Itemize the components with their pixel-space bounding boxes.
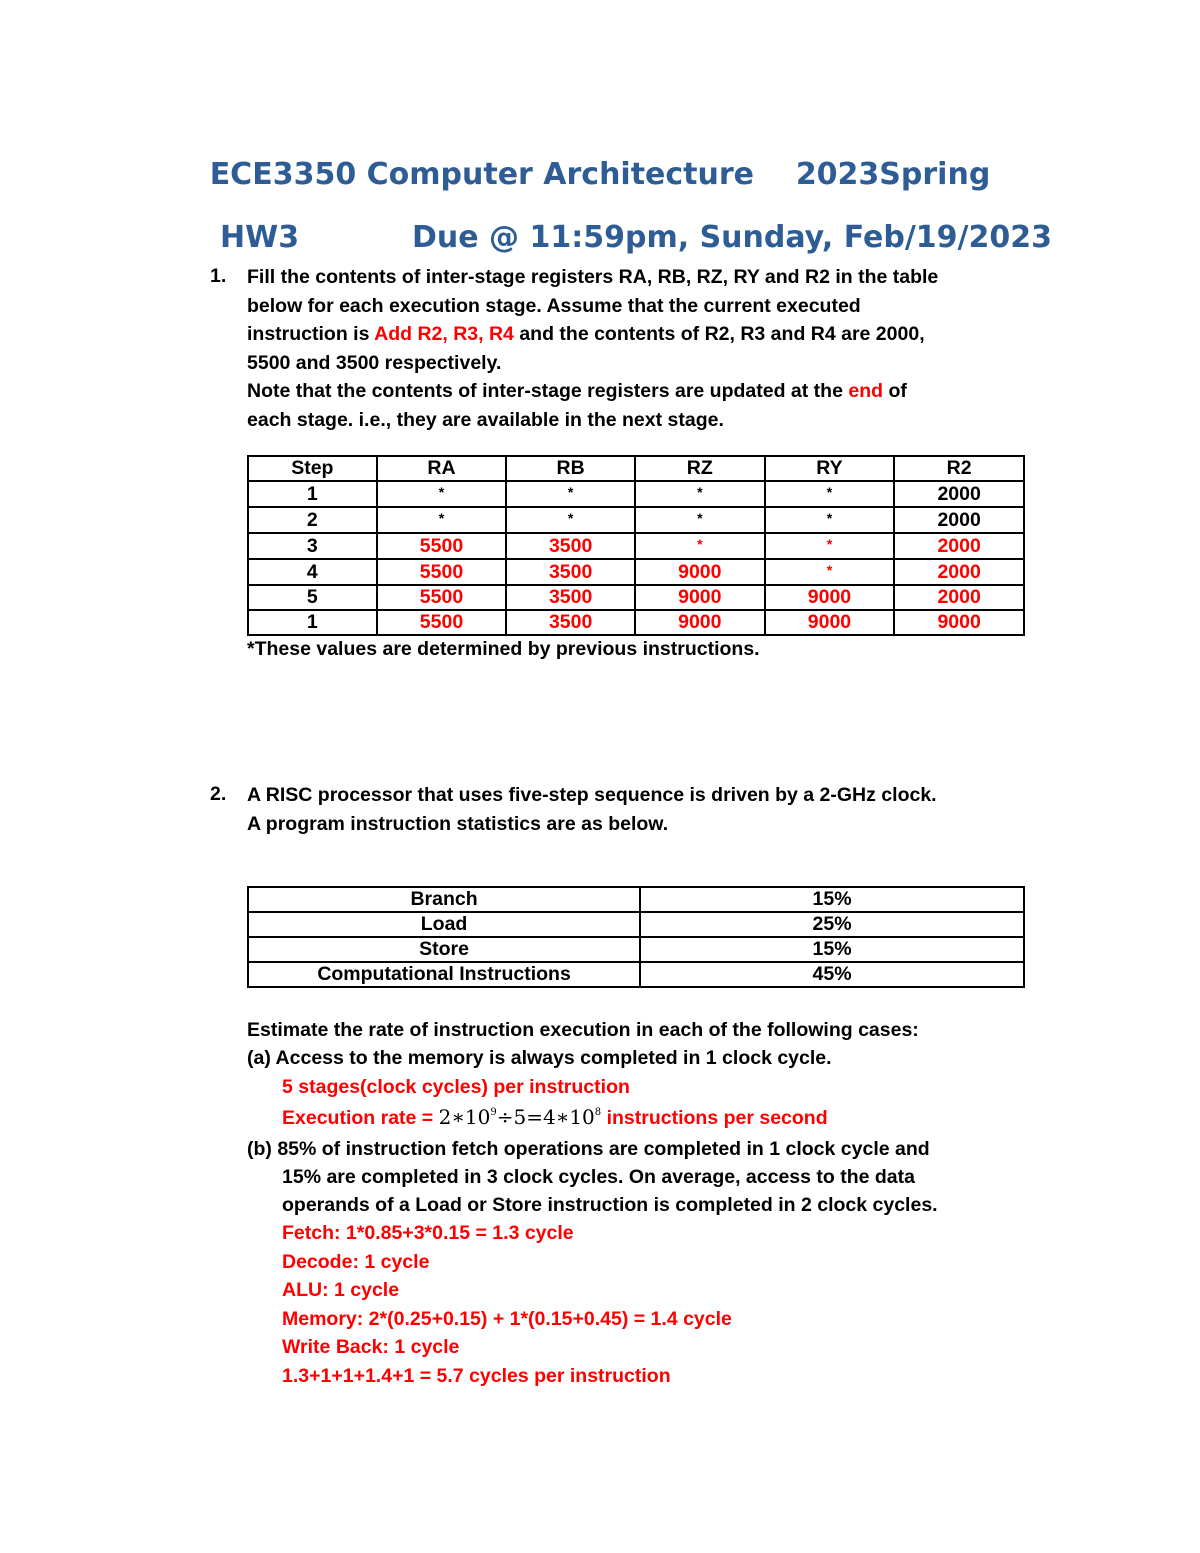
table-header-cell: RY xyxy=(765,456,895,481)
table-row xyxy=(248,533,1024,559)
table-footnote: *These values are determined by previous instructions. xyxy=(247,638,760,660)
hw-label: HW3 xyxy=(220,220,300,255)
stats-row xyxy=(248,962,1024,987)
part-a-text: Access to the memory is always completed in 1 clock cycle. xyxy=(275,1047,832,1069)
table-cell: 5500 xyxy=(377,610,507,635)
q1-text-span: Note that the contents of inter-stage registers are updated at the xyxy=(247,380,849,403)
table-row xyxy=(248,481,1024,507)
table-cell: * xyxy=(635,481,765,507)
table-cell: 5500 xyxy=(377,533,507,559)
q1-text xyxy=(247,263,1037,435)
table-cell: 2000 xyxy=(894,585,1024,610)
part-b xyxy=(247,1138,930,1161)
q1-line: each stage. i.e., they are available in the next stage. xyxy=(247,408,724,431)
table-cell: 2000 xyxy=(894,559,1024,585)
table-cell: * xyxy=(765,507,895,533)
part-b-label: (b) xyxy=(247,1138,272,1160)
table-cell: * xyxy=(765,559,895,585)
q1-number: 1. xyxy=(210,265,227,287)
q1-line xyxy=(247,377,1037,406)
q1-line: below for each execution stage. Assume that the current executed xyxy=(247,294,861,317)
table-cell: 9000 xyxy=(894,610,1024,635)
stats-row xyxy=(248,937,1024,962)
math-part: 2∗10 xyxy=(438,1105,491,1129)
table-cell: * xyxy=(377,507,507,533)
table-header-cell: Step xyxy=(248,456,377,481)
table-cell: 1 xyxy=(248,610,377,635)
table-cell: 3500 xyxy=(506,559,635,585)
table-cell: 3500 xyxy=(506,585,635,610)
q1-text-span: of xyxy=(883,380,907,403)
table-cell: 2000 xyxy=(894,481,1024,507)
table-header-row xyxy=(248,456,1024,481)
table-cell: 5500 xyxy=(377,559,507,585)
stats-cell: Branch xyxy=(248,887,640,912)
part-b-answer-line: ALU: 1 cycle xyxy=(282,1279,400,1302)
table-row xyxy=(248,610,1024,635)
q2-line: A RISC processor that uses five-step sequence is driven by a 2-GHz clock. xyxy=(247,784,937,806)
q2-line: A program instruction statistics are as below. xyxy=(247,812,669,835)
stats-cell: 15% xyxy=(640,937,1024,962)
q1-text-span: and the contents of R2, R3 and R4 are 2000, xyxy=(513,323,925,346)
table-row xyxy=(248,507,1024,533)
answer-text: instructions per second xyxy=(601,1107,828,1129)
table-cell: 2000 xyxy=(894,533,1024,559)
table-cell: * xyxy=(506,481,635,507)
part-a xyxy=(247,1047,832,1070)
answer-text: Execution rate = xyxy=(282,1107,439,1129)
due-date: Due @ 11:59pm, Sunday, Feb/19/2023 xyxy=(412,220,1053,255)
table-cell: 2 xyxy=(248,507,377,533)
stats-row xyxy=(248,887,1024,912)
table-header-cell: RZ xyxy=(635,456,765,481)
table-cell: 2000 xyxy=(894,507,1024,533)
table-cell: 9000 xyxy=(635,559,765,585)
end-highlight: end xyxy=(848,380,884,403)
part-b-line: operands of a Load or Store instruction is completed in 2 clock cycles. xyxy=(282,1194,938,1216)
table-cell: * xyxy=(506,507,635,533)
stats-cell: Computational Instructions xyxy=(248,962,640,987)
part-a-answer-2 xyxy=(282,1105,828,1130)
part-b-answer-line: Decode: 1 cycle xyxy=(282,1250,430,1273)
stats-row xyxy=(248,912,1024,937)
part-a-answer-1: 5 stages(clock cycles) per instruction xyxy=(282,1076,630,1098)
table-header-cell: RA xyxy=(377,456,507,481)
page-title xyxy=(0,157,1200,192)
register-table xyxy=(247,455,1025,636)
stats-cell: Load xyxy=(248,912,640,937)
table-cell: 3500 xyxy=(506,610,635,635)
part-a-label: (a) xyxy=(247,1047,271,1069)
part-b-answer-line: Memory: 2*(0.25+0.15) + 1*(0.15+0.45) = 1.4 cycle xyxy=(282,1307,732,1330)
table-cell: 4 xyxy=(248,559,377,585)
stats-cell: Store xyxy=(248,937,640,962)
q1-text-span: instruction is xyxy=(247,323,375,346)
stats-cell: 45% xyxy=(640,962,1024,987)
stats-cell: 15% xyxy=(640,887,1024,912)
table-header-cell: RB xyxy=(506,456,635,481)
table-cell: * xyxy=(635,533,765,559)
q1-line: 5500 and 3500 respectively. xyxy=(247,351,502,374)
instruction-stats-table xyxy=(247,886,1025,988)
table-cell: 9000 xyxy=(635,585,765,610)
table-cell: 5500 xyxy=(377,585,507,610)
q2-number: 2. xyxy=(210,783,227,805)
table-cell: 1 xyxy=(248,481,377,507)
instruction-highlight: Add R2, R3, R4 xyxy=(374,323,514,346)
stats-cell: 25% xyxy=(640,912,1024,937)
q2-prompt: Estimate the rate of instruction execution in each of the following cases: xyxy=(247,1019,919,1041)
part-b-line: 15% are completed in 3 clock cycles. On average, access to the data xyxy=(282,1166,915,1188)
term: 2023Spring xyxy=(795,157,991,192)
table-row xyxy=(248,559,1024,585)
table-cell: * xyxy=(765,533,895,559)
table-cell: * xyxy=(765,481,895,507)
table-cell: 5 xyxy=(248,585,377,610)
table-header-cell: R2 xyxy=(894,456,1024,481)
table-cell: 3500 xyxy=(506,533,635,559)
table-cell: 9000 xyxy=(765,585,895,610)
q1-line: Fill the contents of inter-stage registers RA, RB, RZ, RY and R2 in the table xyxy=(247,266,939,288)
math-exponent: 8 xyxy=(594,1107,602,1118)
rate-equation xyxy=(439,1105,602,1129)
part-b-text: 85% of instruction fetch operations are completed in 1 clock cycle and xyxy=(277,1138,930,1160)
math-part: ÷5=4∗10 xyxy=(496,1105,595,1129)
table-cell: 3 xyxy=(248,533,377,559)
part-b-answer-line: Fetch: 1*0.85+3*0.15 = 1.3 cycle xyxy=(282,1222,574,1244)
table-row xyxy=(248,585,1024,610)
table-cell: * xyxy=(377,481,507,507)
part-b-answer-line: 1.3+1+1+1.4+1 = 5.7 cycles per instruction xyxy=(282,1365,671,1387)
table-cell: 9000 xyxy=(635,610,765,635)
course-title: ECE3350 Computer Architecture xyxy=(209,157,755,192)
q2-text xyxy=(247,781,1037,838)
part-b-answer-line: Write Back: 1 cycle xyxy=(282,1336,460,1359)
q1-line xyxy=(247,320,1037,349)
table-cell: 9000 xyxy=(765,610,895,635)
table-cell: * xyxy=(635,507,765,533)
math-exponent: 9 xyxy=(490,1107,497,1118)
